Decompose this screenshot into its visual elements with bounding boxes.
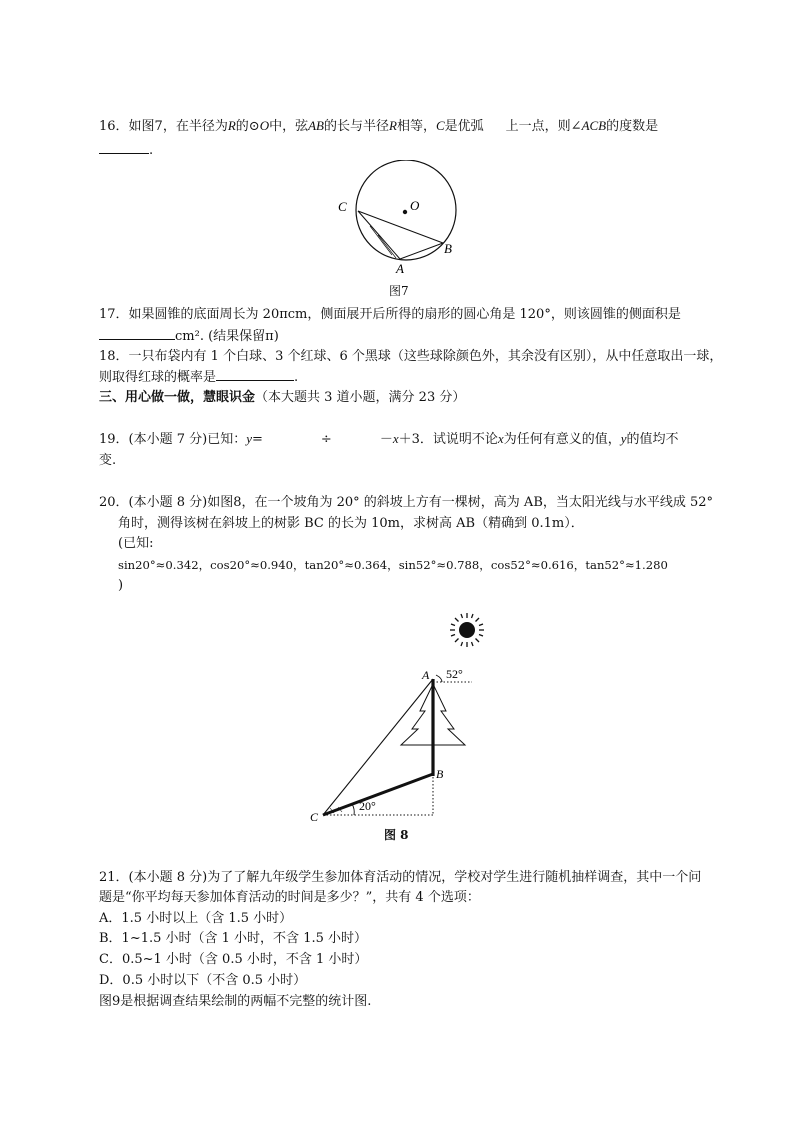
fig8-angle-20: 20° [359, 799, 376, 813]
q16-answer-blank[interactable] [99, 141, 149, 154]
q21-line2: 题是“你平均每天参加体育活动的时间是多少？”，共有 4 个选项： [99, 890, 480, 905]
q17-line2: cm². (结果保留π) [99, 327, 279, 346]
fig8-label-B: B [436, 767, 444, 781]
fig7-chord-AB [400, 243, 443, 259]
fig7-label-B: B [444, 241, 452, 256]
fig8-angle-52: 52° [446, 667, 463, 681]
fig7-label-A: A [396, 261, 404, 276]
section3-heading: 三、用心做一做，慧眼识金（本大题共 3 道小题，满分 23 分） [99, 390, 466, 405]
sun-icon [450, 613, 484, 647]
q17-answer-blank[interactable] [99, 327, 175, 340]
q16-line2: . [99, 141, 153, 160]
angle-52-arc [436, 675, 442, 682]
fig7-circle [356, 160, 456, 260]
fig7-center-dot [403, 210, 407, 214]
figure-7 [330, 160, 470, 300]
q18-answer-blank[interactable] [216, 368, 294, 381]
q21-option-D: D．0.5 小时以下（不含 0.5 小时） [99, 973, 307, 988]
q21-option-C: C．0.5~1 小时（含 0.5 小时，不含 1 小时） [99, 952, 368, 967]
fig8-label-A: A [422, 668, 430, 682]
q20-line1: 20．(本小题 8 分)如图8，在一个坡角为 20° 的斜坡上方有一棵树，高为 AB，当太阳光线与水平线成 52° [99, 495, 714, 510]
q21-last-line: 图9是根据调查结果绘制的两幅不完整的统计图. [99, 994, 372, 1009]
q21-line1: 21．(本小题 8 分)为了了解九年级学生参加体育活动的情况，学校对学生进行随机抽样调查，其中一个问 [99, 870, 702, 885]
q16-line1: 16．如图7，在半径为R的⊙O中，弦AB的长与半径R相等，C是优弧 上一点，则∠ACB的度数是 [99, 118, 659, 134]
q19-line1: 19．(本小题 7 分)已知：y= ÷ －x＋3．试说明不论x为任何有意义的值，y的值均不 [99, 431, 679, 447]
fig7-caption: 图7 [389, 284, 409, 298]
q17-line1: 17．如果圆锥的底面周长为 20πcm，侧面展开后所得的扇形的圆心角是 120°，则该圆锥的侧面积是 [99, 307, 681, 322]
q21-option-B: B．1~1.5 小时（含 1 小时，不含 1.5 小时） [99, 931, 367, 946]
fig8-caption: 图 8 [384, 828, 409, 842]
fig8-label-C: C [310, 810, 319, 824]
q21-option-A: A．1.5 小时以上（含 1.5 小时） [99, 911, 293, 926]
figure-8 [300, 605, 510, 825]
q18-line2: 则取得红球的概率是 . [99, 370, 299, 385]
q20-line2: 角时，测得该树在斜坡上的树影 BC 的长为 10m，求树高 AB（精确到 0.1m）． [118, 516, 584, 531]
fig7-label-O: O [410, 198, 420, 213]
q20-line3: (已知: [118, 536, 154, 551]
q18-line1: 18．一只布袋内有 1 个白球、3 个红球、6 个黑球（这些球除颜色外，其余没有区别），从中任意取出一球， [99, 349, 723, 364]
q19-line2: 变. [99, 453, 117, 468]
fig7-label-C: C [338, 199, 347, 214]
q20-line4: sin20°≈0.342，cos20°≈0.940，tan20°≈0.364，sin52°≈0.788，cos52°≈0.616，tan52°≈1.280 [118, 558, 668, 572]
q20-line5: ) [118, 578, 124, 593]
